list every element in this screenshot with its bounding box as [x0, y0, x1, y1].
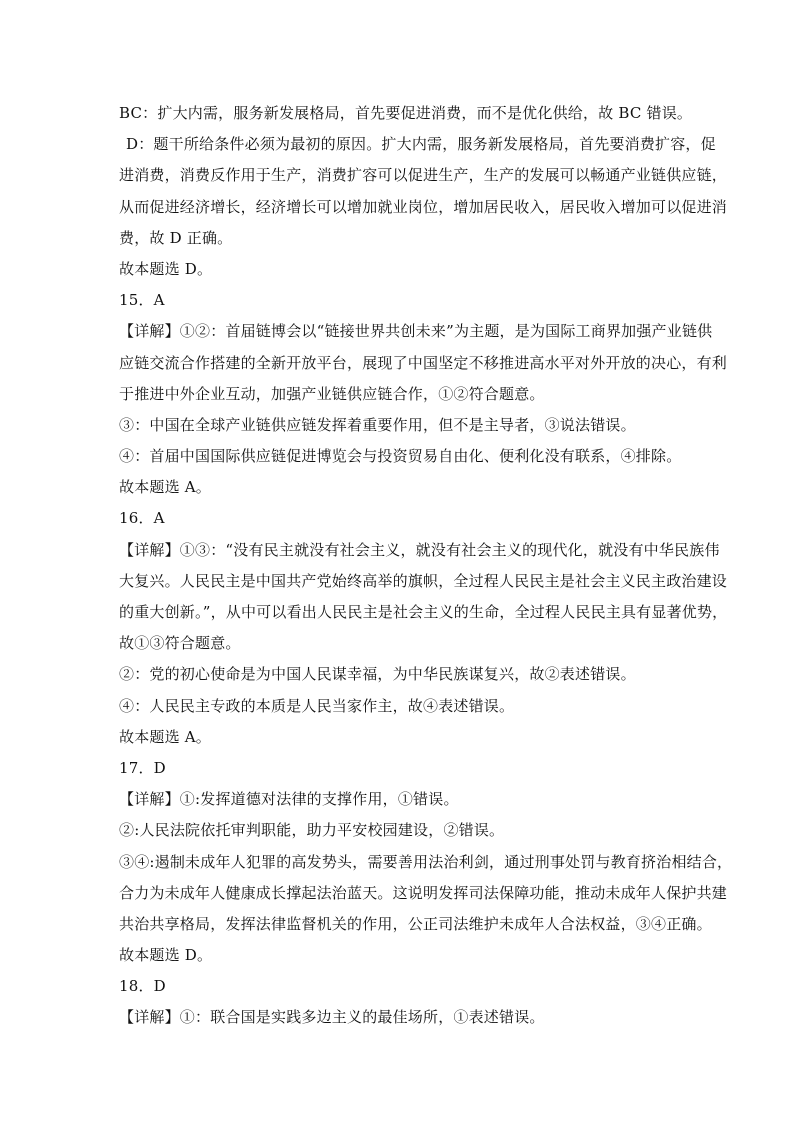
text-line: 的重大创新。”，从中可以看出人民民主是社会主义的生命，全过程人民民主具有显著优势，	[119, 603, 728, 621]
text-line: 【详解】①③：“没有民主就没有社会主义，就没有社会主义的现代化，就没有中华民族伟	[119, 540, 720, 559]
text-line: BC：扩大内需，服务新发展格局，首先要促进消费，而不是优化供给，故 BC 错误。	[119, 104, 693, 122]
text-line: 从而促进经济增长，经济增长可以增加就业岗位，增加居民收入，居民收入增加可以促进消	[119, 197, 728, 216]
text-line: 大复兴。人民民主是中国共产党始终高举的旗帜，全过程人民民主是社会主义民主政治建设	[119, 571, 728, 590]
answer-explanation-text	[119, 98, 733, 1034]
text-line: ④：首届中国国际供应链促进博览会与投资贸易自由化、便利化没有联系，④排除。	[119, 447, 682, 466]
text-line: 应链交流合作搭建的全新开放平台，展现了中国坚定不移推进高水平对外开放的决心，有利	[119, 353, 728, 372]
text-line: ④：人民民主专政的本质是人民当家作主，故④表述错误。	[119, 696, 515, 715]
text-line: ②:人民法院依托审判职能，助力平安校园建设，②错误。	[119, 821, 505, 840]
text-line: ③④:遏制未成年人犯罪的高发势头，需要善用法治利剑，通过刑事处罚与教育挤治相结合，	[119, 852, 733, 871]
text-line: 故本题选 A。	[119, 727, 212, 746]
text-line: 于推进中外企业互动，加强产业链供应链合作，①②符合题意。	[119, 384, 545, 403]
text-line: 故本题选 A。	[119, 478, 212, 497]
text-line: 故①③符合题意。	[119, 634, 241, 653]
text-line: 进消费，消费反作用于生产，消费扩容可以促进生产，生产的发展可以畅通产业链供应链，	[119, 166, 728, 185]
question-number: 18．D	[119, 977, 166, 996]
text-line: 故本题选 D。	[119, 946, 213, 965]
text-line: 【详解】①:发挥道德对法律的支撑作用，①错误。	[119, 790, 459, 809]
question-number: 17．D	[119, 758, 166, 777]
text-line: D：题干所给条件必须为最初的原因。扩大内需，服务新发展格局，首先要消费扩容，促	[126, 135, 716, 154]
question-number: 16．A	[119, 509, 165, 528]
text-line: 共治共享格局，发挥法律监督机关的作用，公正司法维护未成年人合法权益，③④正确。	[119, 914, 712, 933]
text-line: ③：中国在全球产业链供应链发挥着重要作用，但不是主导者，③说法错误。	[119, 415, 636, 434]
text-line: 费，故 D 正确。	[119, 228, 233, 247]
text-line: 故本题选 D。	[119, 259, 213, 278]
text-line: 【详解】①：联合国是实践多边主义的最佳场所，①表述错误。	[119, 1008, 545, 1027]
question-number: 15．A	[119, 291, 165, 310]
text-line: 【详解】①②：首届链博会以“链接世界共创未来”为主题，是为国际工商界加强产业链供	[119, 322, 713, 341]
text-line: ②：党的初心使命是为中国人民谋幸福，为中华民族谋复兴，故②表述错误。	[119, 665, 636, 684]
text-line: 合力为未成年人健康成长撑起法治蓝天。这说明发挥司法保障功能，推动未成年人保护共建	[119, 883, 728, 902]
